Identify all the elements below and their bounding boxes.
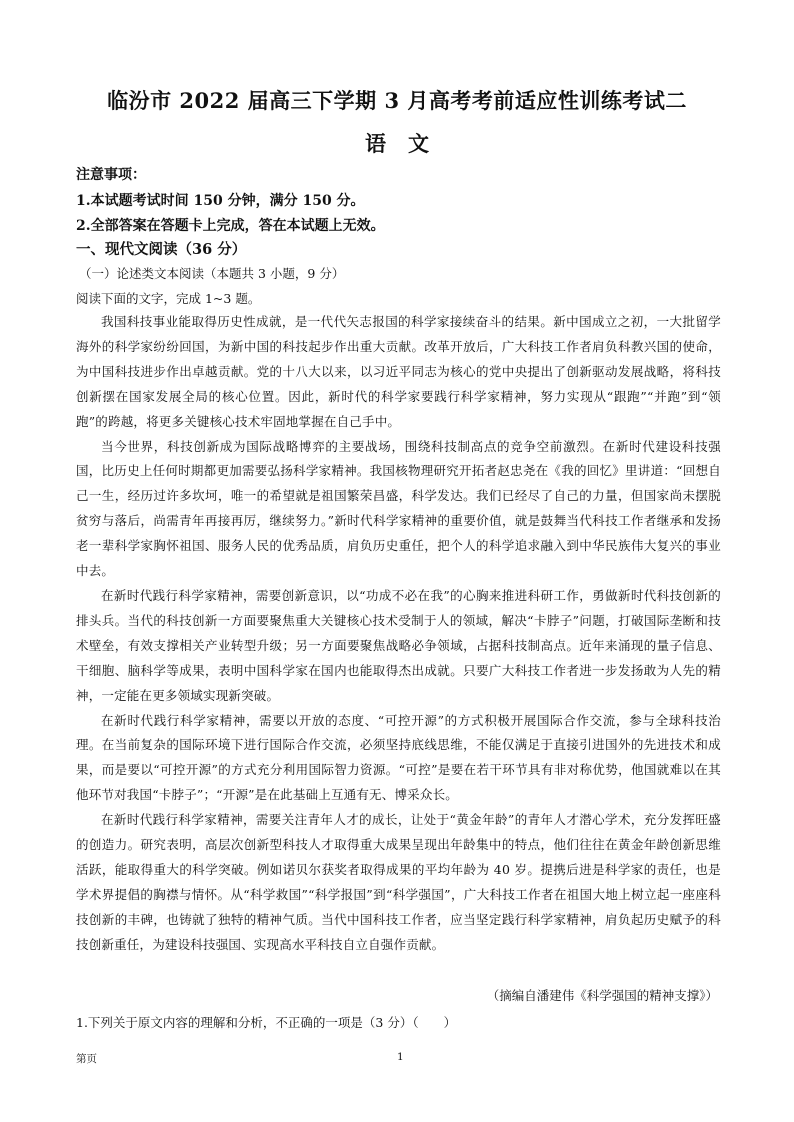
passage-paragraph: 在新时代践行科学家精神，需要关注青年人才的成长，让处于“黄金年龄”的青年人才潜心学术，充分发挥旺盛的创造力。研究表明，高层次创新型科技人才取得重大成果呈现出年龄集中的特点，他们往往在黄金年龄创新思维活跃，能取得重大的科学突破。例如诺贝尔获奖者取得成果的平均年龄为 40 岁。提携后进是科学家的责任，也是学术界提倡的胸襟与情怀。从“科学救国”“科学报国”到“科学强国”，广大科技工作者在祖国大地上树立起一座座科技创新的丰碑，也铸就了独特的精神气质。当代中国科技工作者，应当坚定践行科学家精神，肩负起历史赋予的科技创新重任，为建设科技强国、实现高水平科技自立自强作贡献。 xyxy=(76,812,721,952)
notice-item: 2.全部答案在答题卡上完成，答在本试题上无效。 xyxy=(76,218,385,234)
exam-title: 临汾市 2022 届高三下学期 3 月高考考前适应性训练考试二 xyxy=(107,88,687,113)
footer-label: 第页 xyxy=(76,1053,97,1065)
passage-source: （摘编自潘建伟《科学强国的精神支撑》） xyxy=(486,988,718,1003)
subsection-heading: （一）论述类文本阅读（本题共 3 小题，9 分） xyxy=(79,266,345,281)
passage-paragraph: 在新时代践行科学家精神，需要以开放的态度、“可控开源”的方式积极开展国际合作交流，参与全球科技治理。在当前复杂的国际环境下进行国际合作交流，必须坚持底线思维，不能仅满足于直接引进国外的先进技术和成果，而是要以“可控开源”的方式充分利用国际智力资源。“可控”是要在若干环节具有非对称优势，他国就难以在其他环节对我国“卡脖子”；“开源”是在此基础上互通有无、博采众长。 xyxy=(76,712,721,803)
reading-instruction: 阅读下面的文字，完成 1~3 题。 xyxy=(76,291,261,306)
passage-paragraph: 我国科技事业能取得历史性成就，是一代代矢志报国的科学家接续奋斗的结果。新中国成立之初，一大批留学海外的科学家纷纷回国，为新中国的科技起步作出重大贡献。改革开放后，广大科技工作者肩负科教兴国的使命，为中国科技进步作出卓越贡献。党的十八大以来，以习近平同志为核心的党中央提出了创新驱动发展战略，将科技创新摆在国家发展全局的核心位置。因此，新时代的科学家要践行科学家精神，努力实现从“跟跑”“并跑”到“领跑”的跨越，将更多关键核心技术牢固地掌握在自己手中。 xyxy=(76,314,721,429)
section-heading: 一、现代文阅读（36 分） xyxy=(76,241,247,258)
page-number: 1 xyxy=(397,1051,404,1063)
question-1: 1.下列关于原文内容的理解和分析，不正确的一项是（3 分）（ ） xyxy=(76,1015,457,1030)
notice-item: 1.本试题考试时间 150 分钟，满分 150 分。 xyxy=(76,193,365,209)
notice-heading: 注意事项： xyxy=(76,167,146,183)
passage-paragraph: 当今世界，科技创新成为国际战略博弈的主要战场，围绕科技制高点的竞争空前激烈。在新时代建设科技强国，比历史上任何时期都更加需要弘扬科学家精神。我国核物理研究开拓者赵忠尧在《我的回忆》里讲道：“回想自己一生，经历过许多坎坷，唯一的希望就是祖国繁荣昌盛，科学发达。我们已经尽了自己的力量，但国家尚未摆脱贫穷与落后，尚需青年再接再厉，继续努力。”新时代科学家精神的重要价值，就是鼓舞当代科技工作者继承和发扬老一辈科学家胸怀祖国、服务人民的优秀品质，肩负历史重任，把个人的科学追求融入到中华民族伟大复兴的事业中去。 xyxy=(76,438,721,579)
subject-title: 语文 xyxy=(365,131,451,156)
passage-paragraph: 在新时代践行科学家精神，需要创新意识，以“功成不必在我”的心胸来推进科研工作，勇做新时代科技创新的排头兵。当代的科技创新一方面要聚焦重大关键核心技术受制于人的领域，解决“卡脖子”问题，打破国际垄断和技术壁垒，有效支撑相关产业转型升级；另一方面要聚焦战略必争领域，占据科技制高点。近年来涌现的量子信息、干细胞、脑科学等成果，表明中国科学家在国内也能取得杰出成就。只要广大科技工作者进一步发扬敢为人先的精神，一定能在更多领域实现新突破。 xyxy=(76,587,721,703)
passage-body xyxy=(76,310,721,958)
